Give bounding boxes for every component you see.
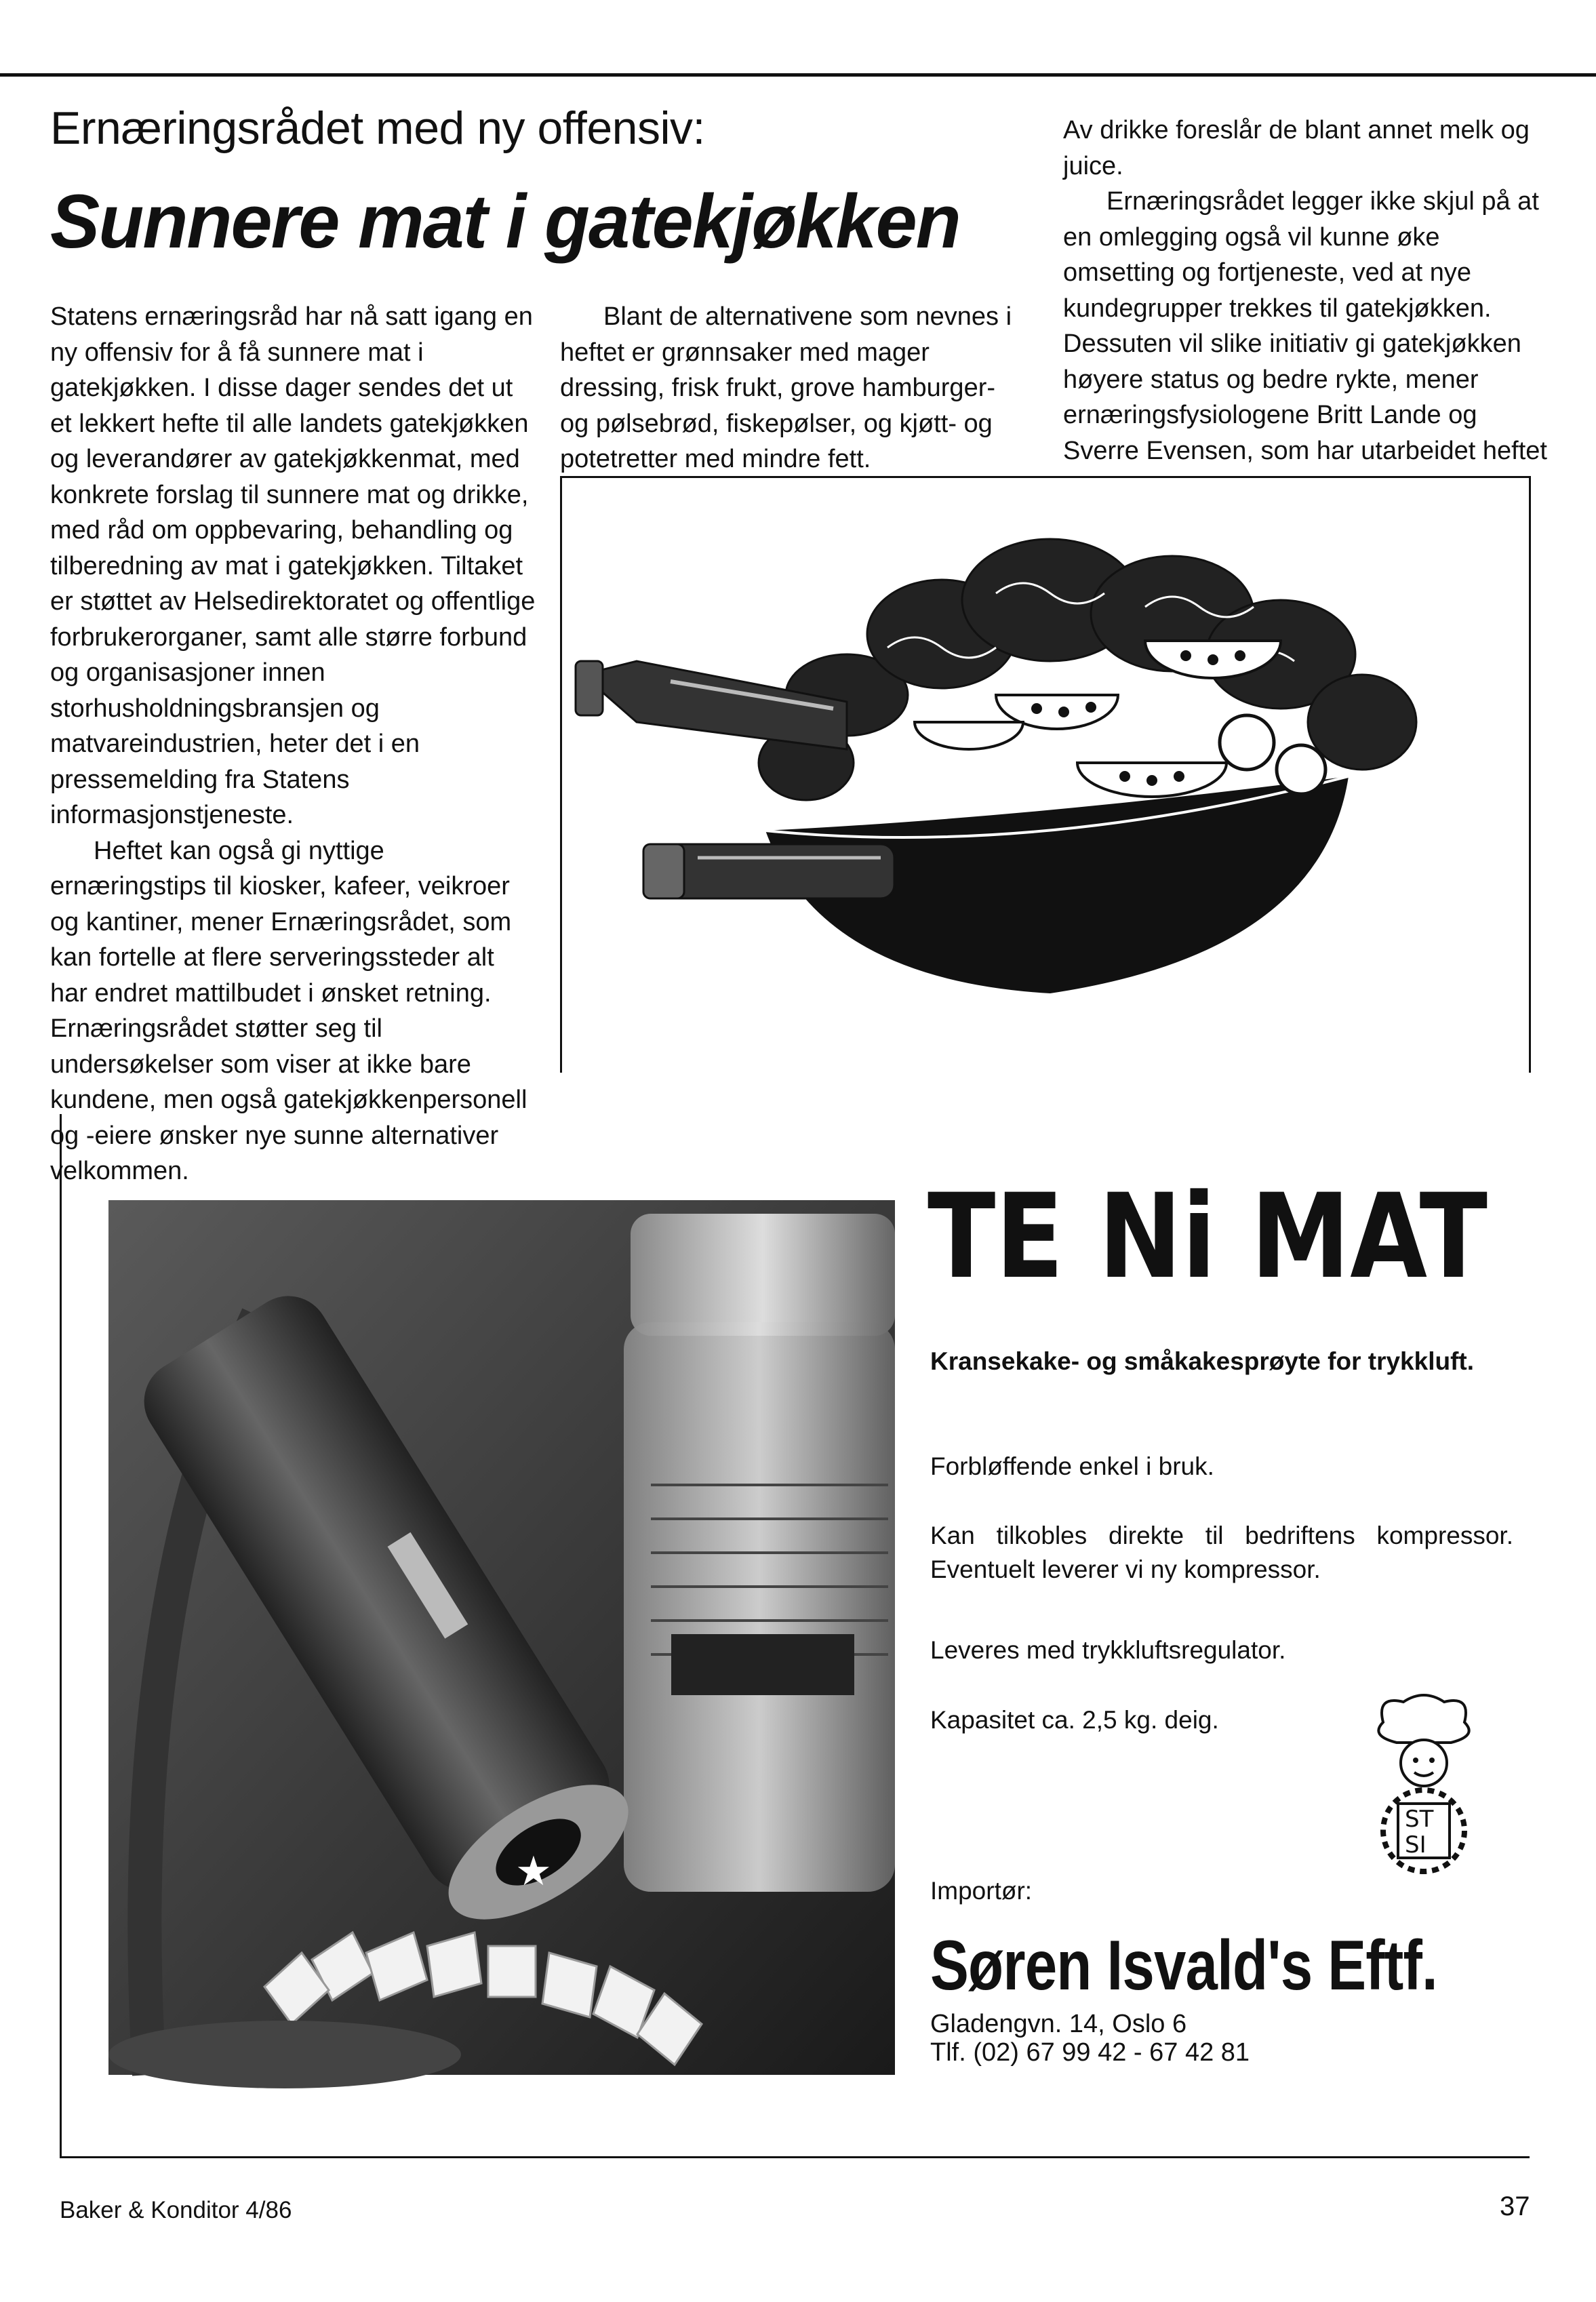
importer-address: Gladengvn. 14, Oslo 6 <box>930 2010 1187 2038</box>
article-paragraph: Ernæringsrådet legger ikke skjul på at en omlegging også vil kunne øke omsetting og fortjeneste, ved at nye kundegrupper trekkes til gatekjøkken. Dessuten vil slike initiativ gi gatekjøkken høyere status og bedre rykte, mener ernæringsfysiologene Britt Lande og Sverre Evensen, som har utarbeidet heftet <box>1063 187 1547 465</box>
logo-text-top: ST <box>1405 1806 1434 1833</box>
article-headline: Sunnere mat i gatekjøkken <box>50 179 960 264</box>
salad-illustration-frame <box>560 476 1531 1073</box>
article-kicker: Ernæringsrådet med ny offensiv: <box>50 102 705 154</box>
article-paragraph: Statens ernæringsråd har nå satt igang en ny offensiv for å få sunnere mat i gatekjøkken. I disse dager sendes det ut et lekkert hefte til alle landets gatekjøkken og leverandører av gatekjøkkenmat, med konkrete forslag til sunnere mat og drikke, med råd om oppbevaring, behandling og tilberedning av mat i gatekjøkken. Tiltaket er støttet av Helsedirektoratet og offentlige forbrukerorganer, samt alle større forbund og organisasjoner innen storhusholdningsbransjen og matvareindustrien, heter det i en pressemelding fra Statens informasjonstjeneste. <box>50 302 536 829</box>
importer-name: Søren Isvald's Eftf. <box>930 1926 1437 2005</box>
ad-lead-text: Kransekake- og småkakesprøyte for trykkluft. <box>930 1347 1475 1375</box>
ad-paragraph: Forbløffende enkel i bruk. <box>930 1452 1214 1480</box>
logo-text-bottom: SI <box>1405 1831 1427 1859</box>
brand-logo-text <box>927 1168 1490 1305</box>
article-column-3 <box>1063 113 1551 469</box>
chef-mascot-logo <box>1356 1695 1492 1885</box>
article-column-1 <box>50 299 538 1189</box>
piping-tool-photo <box>108 1200 895 2075</box>
article-paragraph: Av drikke foreslår de blant annet melk og juice. <box>1063 116 1530 180</box>
top-rule <box>0 73 1596 77</box>
salad-bowl-illustration <box>562 478 1529 1073</box>
article-paragraph: Heftet kan også gi nyttige ernæringstips til kiosker, kafeer, veikroer og kantiner, mener Ernæringsrådet, som kan fortelle at flere serveringssteder alt har endret mattilbudet i ønsket retning. Ernæringsrådet støtter seg til undersøkelser som viser at ikke bare kundene, men også gatekjøkkenpersonell og -eiere ønsker nye sunne alternativer velkommen. <box>50 836 527 1185</box>
ad-paragraph: Leveres med trykkluftsregulator. <box>930 1636 1286 1664</box>
article-column-2 <box>560 299 1028 477</box>
piping-tool-illustration <box>108 1200 895 2075</box>
importer-label: Importør: <box>930 1877 1033 1905</box>
page-number: 37 <box>1500 2191 1530 2221</box>
svg-text:★: ★ <box>515 1848 552 1895</box>
article-paragraph: Blant de alternativene som nevnes i heftet er grønnsaker med mager dressing, frisk frukt, grove hamburger- og pølsebrød, fiskepølser, og kjøtt- og potetretter med mindre fett. <box>560 302 1012 473</box>
importer-contact <box>930 2010 1250 2067</box>
ad-paragraph: Kan tilkobles direkte til bedriftens kompressor. Eventuelt leverer vi ny kompressor. <box>930 1522 1513 1583</box>
importer-phone: Tlf. (02) 67 99 42 - 67 42 81 <box>930 2038 1250 2067</box>
brand-name: TE Ni MAT <box>927 1168 1488 1305</box>
publication-footer: Baker & Konditor 4/86 <box>60 2197 292 2223</box>
brand-logo <box>927 1168 1490 1305</box>
ad-paragraph: Kapasitet ca. 2,5 kg. deig. <box>930 1706 1219 1734</box>
